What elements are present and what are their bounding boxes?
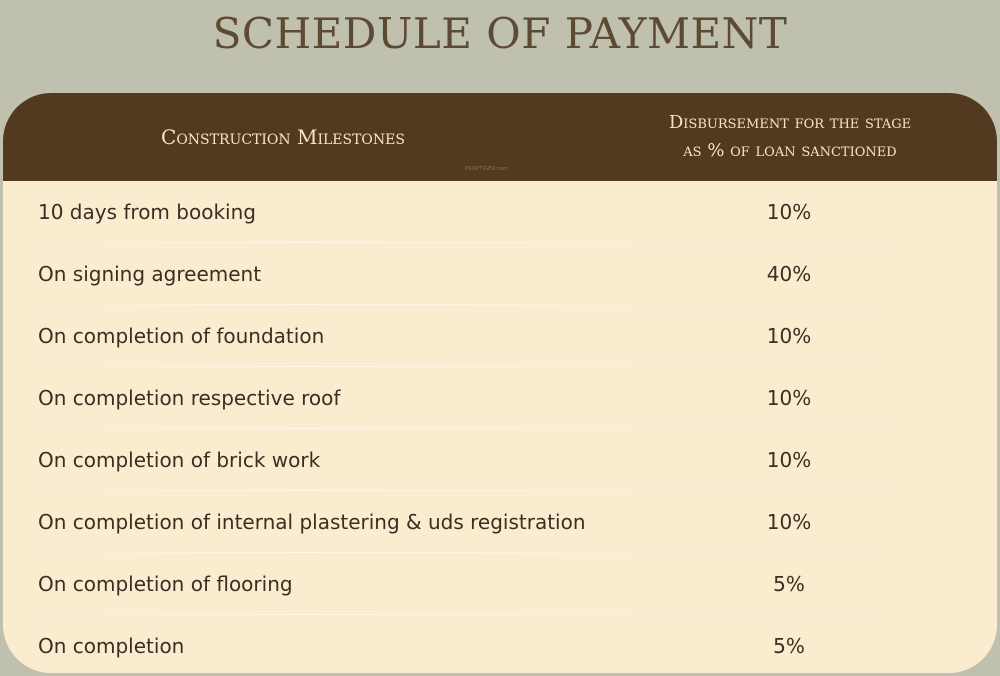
table-row [3, 553, 997, 615]
table-body [3, 181, 997, 673]
percent-cell: 10% [766, 386, 812, 410]
percent-cell: 10% [766, 200, 812, 224]
header-disbursement [583, 93, 997, 181]
percent-cell: 10% [766, 510, 812, 534]
milestone-cell: On completion of internal plastering & uds registration [38, 510, 586, 534]
table-row [3, 181, 997, 243]
table-row [3, 367, 997, 429]
percent-cell: 5% [773, 572, 805, 596]
header-milestones: Construction Milestones [161, 125, 405, 149]
milestone-cell: On completion [38, 634, 185, 658]
milestone-cell: On completion of foundation [38, 324, 325, 348]
header-disbursement-line1: Disbursement for the stage [668, 112, 912, 133]
milestone-cell: On completion of flooring [38, 572, 293, 596]
header-disbursement-line2: as % of loan sanctioned [683, 140, 897, 161]
percent-cell: 10% [766, 324, 812, 348]
table-row [3, 429, 997, 491]
watermark: PROPTIGER.com [465, 166, 509, 172]
table-row [3, 491, 997, 553]
table-row [3, 615, 997, 673]
table-row [3, 305, 997, 367]
milestone-cell: 10 days from booking [38, 200, 256, 224]
milestone-cell: On completion of brick work [38, 448, 321, 472]
table-row [3, 243, 997, 305]
page-title: SCHEDULE OF PAYMENT [212, 9, 788, 58]
payment-schedule-table [3, 93, 997, 673]
milestone-cell: On completion respective roof [38, 386, 341, 410]
percent-cell: 40% [766, 262, 812, 286]
table-header [3, 93, 997, 181]
percent-cell: 10% [766, 448, 812, 472]
milestone-cell: On signing agreement [38, 262, 262, 286]
percent-cell: 5% [773, 634, 805, 658]
